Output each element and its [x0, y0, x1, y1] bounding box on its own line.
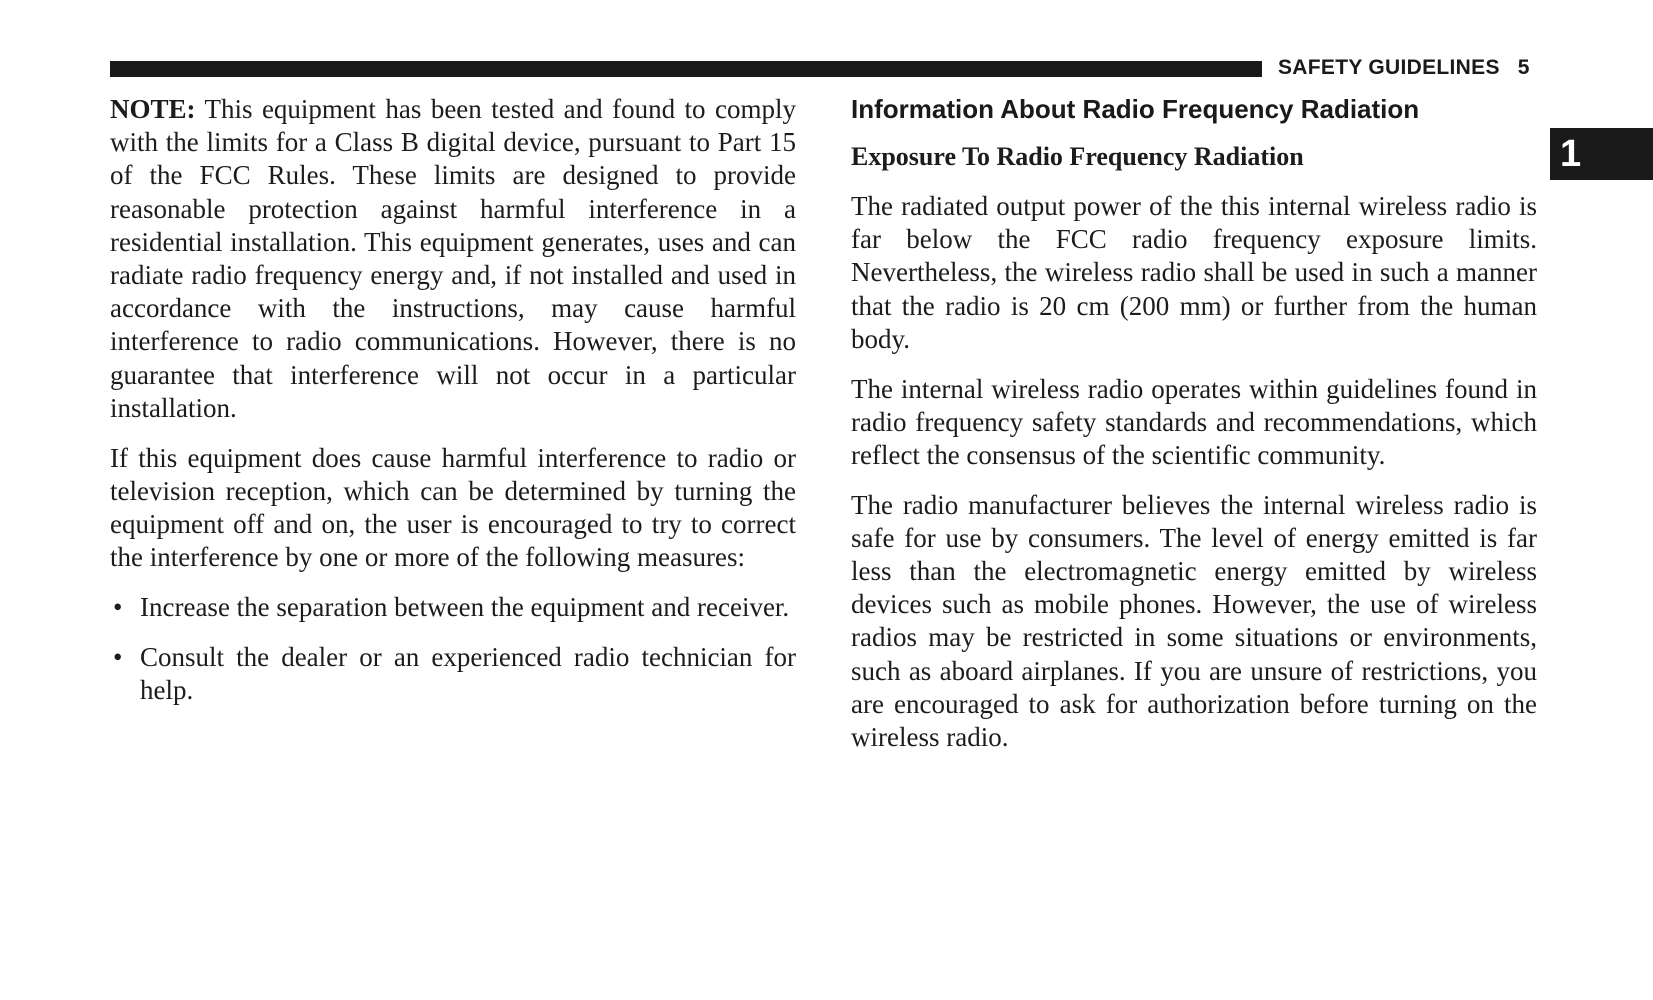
bullet-icon: •	[113, 591, 123, 622]
section-title: SAFETY GUIDELINES	[1278, 56, 1500, 79]
exposure-paragraph: The radiated output power of the this internal wireless radio is far below the FCC radio frequency exposure limits. Nevertheless, the wireless radio shall be used in such a manner that the radio is 20 cm (200 mm) or further from the human body.	[851, 191, 1537, 354]
list-item-text: Increase the separation between the equipment and receiver.	[140, 591, 790, 622]
note-text: This equipment has been tested and found to comply with the limits for a Class B digital device, pursuant to Part 15 of the FCC Rules. These limits are designed to provide reasonable protection against harmful interference in a residential installation. This equipment generates, uses and can radiate radio frequency energy and, if not installed and used in accordance with the instructions, may cause harmful interference to radio communications. However, there is no guarantee that interference will not occur in a particular installation.	[110, 94, 796, 423]
fcc-note-paragraph	[110, 93, 796, 425]
interference-paragraph: If this equipment does cause harmful interference to radio or television reception, which can be determined by turning the equipment off and on, the user is encouraged to try to correct the interference by one or more of the following measures:	[110, 442, 796, 573]
right-column	[851, 93, 1537, 771]
left-column	[110, 93, 796, 723]
sub-heading: Exposure To Radio Frequency Radiation	[851, 142, 1304, 171]
bullet-icon: •	[113, 641, 123, 672]
list-item-text: Consult the dealer or an experienced radio technician for help.	[140, 641, 796, 705]
manufacturer-paragraph: The radio manufacturer believes the internal wireless radio is safe for use by consumers. The level of energy emitted is far less than the electromagnetic energy emitted by wireless devices such as mobile phones. However, the use of wireless radios may be restricted in some situations or environments, such as aboard airplanes. If you are unsure of restrictions, you are encouraged to ask for authorization before turning on the wireless radio.	[851, 489, 1537, 753]
list-item	[110, 591, 796, 624]
header-rule	[110, 61, 1262, 77]
running-header	[1278, 56, 1530, 80]
note-label: NOTE:	[110, 94, 196, 124]
page-number: 5	[1517, 56, 1530, 79]
section-heading: Information About Radio Frequency Radiation	[851, 94, 1420, 124]
measures-list	[110, 591, 796, 707]
list-item	[110, 641, 796, 707]
chapter-tab: 1	[1550, 128, 1653, 180]
guidelines-paragraph: The internal wireless radio operates within guidelines found in radio frequency safety standards and recommendations, which reflect the consensus of the scientific community.	[851, 373, 1537, 470]
